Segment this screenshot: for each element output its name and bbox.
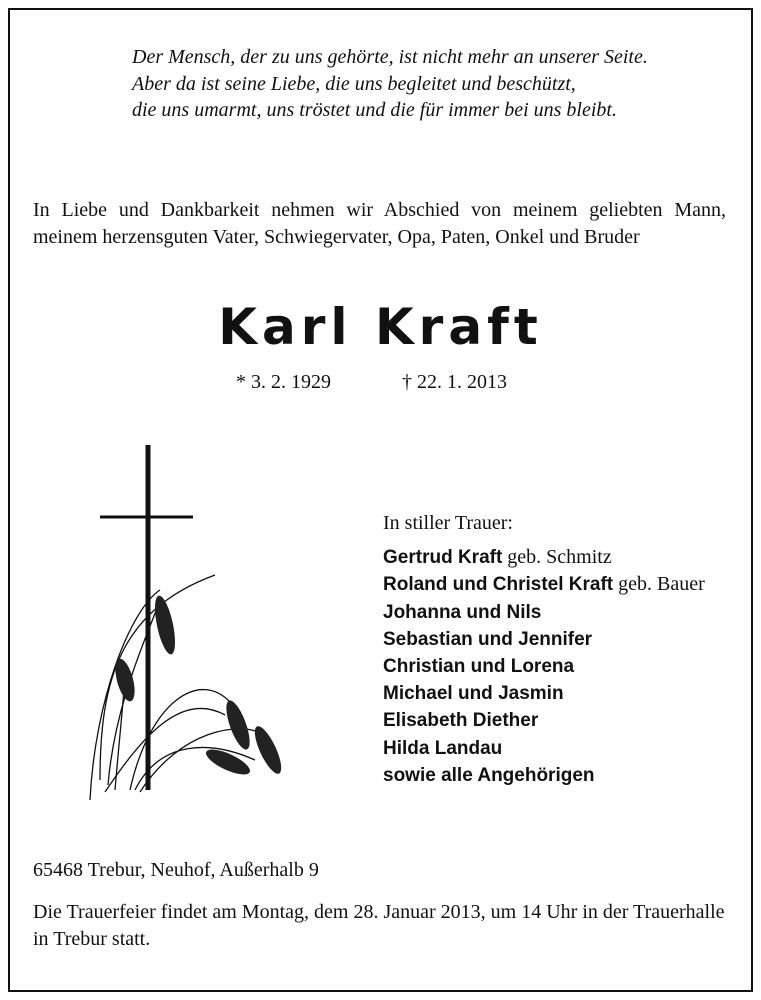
cross-with-wheat-icon <box>80 440 300 810</box>
birth-date: * 3. 2. 1929 <box>236 371 331 393</box>
memorial-quote <box>132 44 648 124</box>
quote-line: die uns umarmt, uns tröstet und die für immer bei uns bleibt. <box>132 99 617 121</box>
quote-line: Aber da ist seine Liebe, die uns begleitet und beschützt, <box>132 72 576 95</box>
family-address: 65468 Trebur, Neuhof, Außerhalb 9 <box>33 859 319 881</box>
mourner-entry: Christian und Lorena <box>383 656 575 678</box>
mourner-entry: Sebastian und Jennifer <box>383 628 593 650</box>
mourner-entry: Hilda Landau <box>383 737 503 759</box>
mourners-list <box>383 510 705 789</box>
mourner-entry: Johanna und Nils <box>383 601 542 623</box>
mourner-entry: sowie alle Angehörigen <box>383 764 595 786</box>
death-date: † 22. 1. 2013 <box>402 371 507 393</box>
mourner-entry: Elisabeth Diether <box>383 710 539 732</box>
quote-line: Der Mensch, der zu uns gehörte, ist nicht mehr an unserer Seite. <box>132 46 648 68</box>
mourner-entry: Michael und Jasmin <box>383 683 564 705</box>
intro-text: In Liebe und Dankbarkeit nehmen wir Abschied von meinem geliebten Mann, meinem herzensguten Vater, Schwiegervater, Opa, Paten, Onkel und Bruder <box>33 199 726 248</box>
mourners-heading: In stiller Trauer: <box>383 512 513 534</box>
mourner-entry: Gertrud Kraft geb. Schmitz <box>383 546 612 569</box>
funeral-ceremony-info: Die Trauerfeier findet am Montag, dem 28. Januar 2013, um 14 Uhr in der Trauerhalle in Trebur statt. <box>33 901 725 950</box>
mourner-entry: Roland und Christel Kraft geb. Bauer <box>383 573 705 596</box>
deceased-name: Karl Kraft <box>218 298 543 356</box>
